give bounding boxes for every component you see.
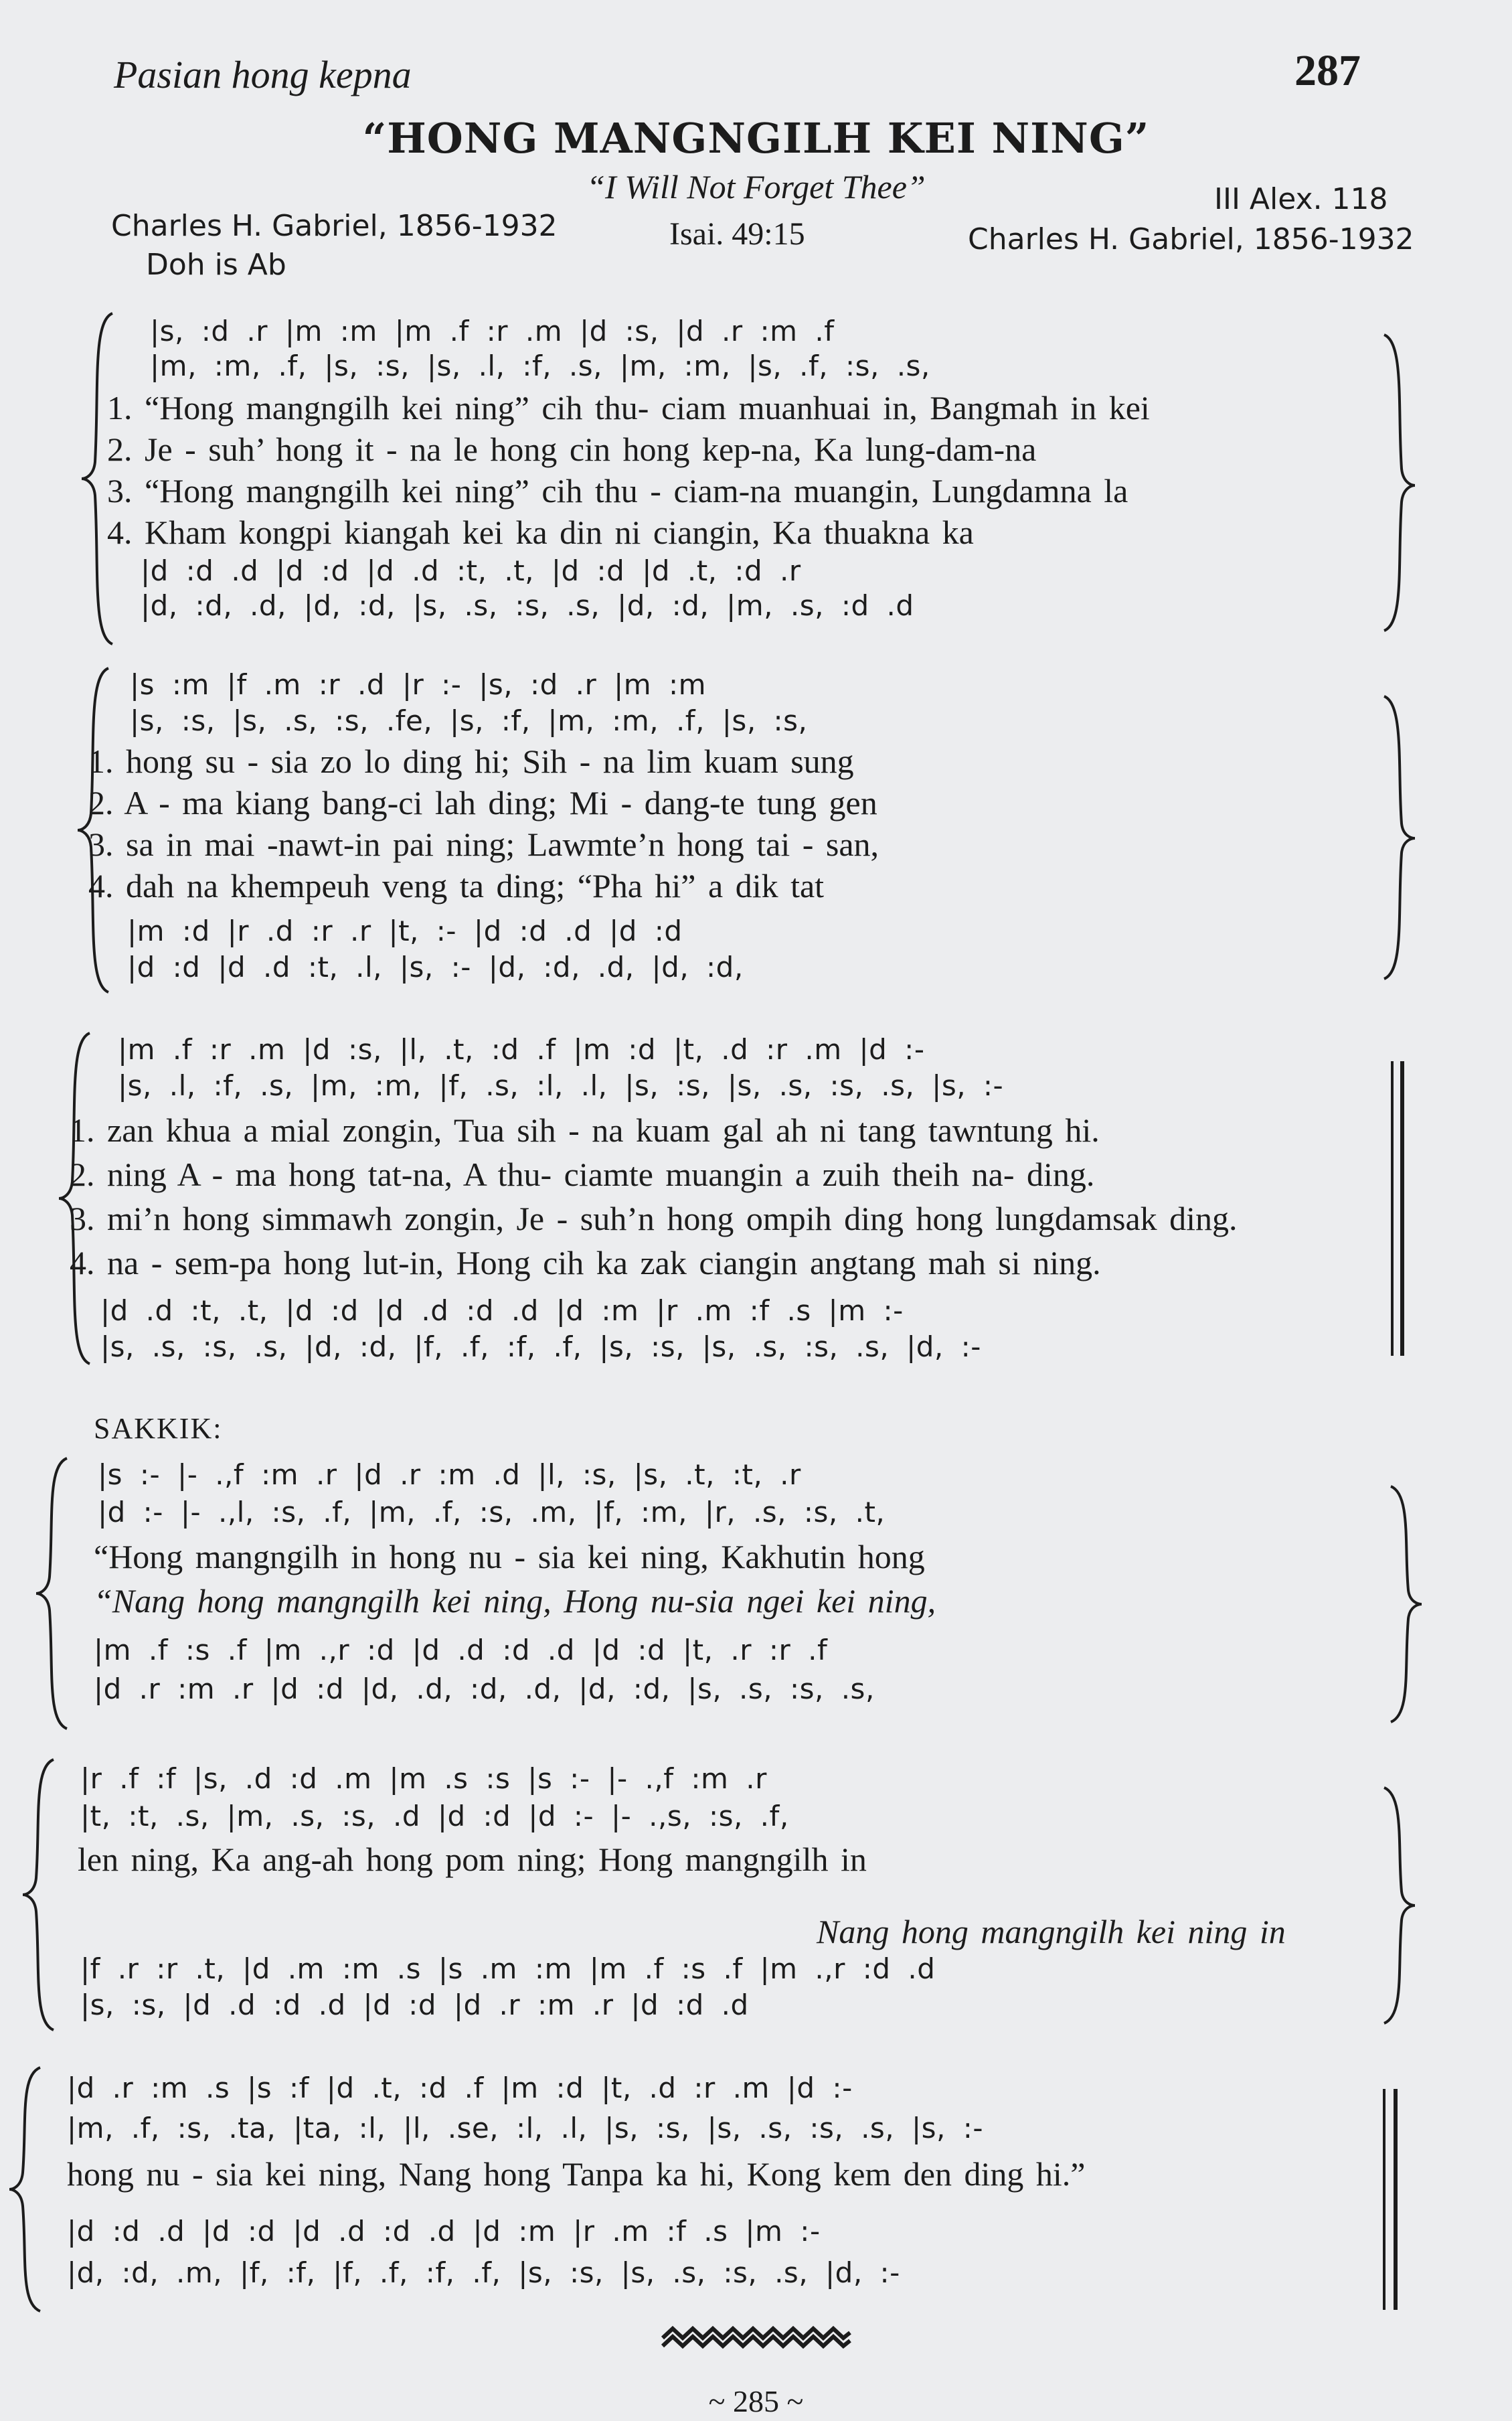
bass-line: |d, :d, .d, |d, :d, |s, .s, :s, .s, |d, :d, |m, .s, :d .d	[141, 589, 914, 622]
chorus-label: SAKKIK:	[94, 1412, 223, 1445]
music-system-2	[0, 663, 1512, 1011]
right-brace	[1377, 308, 1418, 649]
bass-line: |d :d |d .d :t, .l, |s, :- |d, :d, .d, |d, :d,	[127, 951, 744, 984]
scripture-ref: Isai. 49:15	[669, 216, 805, 252]
lyric-verse-2: 2. A - ma kiang bang-ci lah ding; Mi - dang-te tung gen	[88, 784, 877, 822]
soprano-line: |s :m |f .m :r .d |r :- |s, :d .r |m :m	[130, 668, 707, 701]
tenor-line: |f .r :r .t, |d .m :m .s |s .m :m |m .f :s .f |m .,r :d .d	[80, 1952, 936, 1985]
final-barline-thick	[1400, 1061, 1404, 1356]
zigzag-ornament	[659, 2323, 853, 2353]
music-system-5	[0, 1754, 1512, 2049]
alto-line: |m, :m, .f, |s, :s, |s, .l, :f, .s, |m, :m, |s, .f, :s, .s,	[150, 349, 930, 382]
key-signature: Doh is Ab	[146, 248, 286, 282]
page-number: 287	[1294, 46, 1361, 95]
music-system-1	[0, 308, 1512, 649]
section-title: Pasian hong kepna	[114, 53, 412, 96]
bass-line: |d, :d, .m, |f, :f, |f, .f, :f, .f, |s, :s, |s, .s, :s, .s, |d, :-	[67, 2256, 900, 2289]
hymn-subtitle: “I Will Not Forget Thee”	[586, 168, 926, 206]
page-footer: ~ 285 ~	[708, 2384, 804, 2418]
alto-line: |s, :s, |s, .s, :s, .fe, |s, :f, |m, :m, .f, |s, :s,	[130, 704, 808, 737]
soprano-line: |d .r :m .s |s :f |d .t, :d .f |m :d |t, .d :r .m |d :-	[67, 2072, 853, 2104]
left-brace	[7, 2062, 47, 2317]
author-left: Charles H. Gabriel, 1856-1932	[111, 209, 558, 243]
lyric-verse-1: 1. zan khua a mial zongin, Tua sih - na kuam gal ah ni tang tawntung hi.	[70, 1111, 1100, 1149]
tenor-line: |d :d .d |d :d |d .d :t, .t, |d :d |d .t, :d .r	[141, 554, 801, 587]
soprano-line: |m .f :r .m |d :s, |l, .t, :d .f |m :d |t, .d :r .m |d :-	[118, 1033, 925, 1066]
left-brace	[20, 1754, 60, 2035]
tune-ref: III Alex. 118	[1214, 182, 1388, 216]
music-system-4	[0, 1453, 1512, 1747]
chorus-lyric: “Hong mangngilh in hong nu - sia kei ning, Kakhutin hong	[94, 1538, 925, 1575]
lyric-verse-2: 2. Je - suh’ hong it - na le hong cin hong kep-na, Ka lung-dam-na	[107, 431, 1037, 468]
final-barline-thick	[1394, 2089, 1398, 2310]
tenor-line: |m :d |r .d :r .r |t, :- |d :d .d |d :d	[127, 915, 683, 947]
final-barline	[1391, 1061, 1394, 1356]
alto-line: |m, .f, :s, .ta, |ta, :l, |l, .se, :l, .l, |s, :s, |s, .s, :s, .s, |s, :-	[67, 2112, 984, 2144]
right-brace	[1377, 1754, 1418, 2035]
left-brace	[56, 1028, 96, 1369]
soprano-line: |s, :d .r |m :m |m .f :r .m |d :s, |d .r :m .f	[150, 315, 835, 347]
lyric-verse-3: 3. mi’n hong simmawh zongin, Je - suh’n hong ompih ding hong lungdamsak ding.	[70, 1200, 1238, 1237]
soprano-line: |s :- |- .,f :m .r |d .r :m .d |l, :s, |s, .t, :t, .r	[98, 1458, 801, 1491]
lyric-verse-3: 3. “Hong mangngilh kei ning” cih thu - ciam-na muangin, Lungdamna la	[107, 472, 1128, 510]
chorus-lyric-echo: “Nang hong mangngilh kei ning, Hong nu-sia ngei kei ning,	[94, 1582, 936, 1620]
tenor-line: |m .f :s .f |m .,r :d |d .d :d .d |d :d |t, .r :r .f	[94, 1634, 828, 1666]
soprano-line: |r .f :f |s, .d :d .m |m .s :s |s :- |- .,f :m .r	[80, 1762, 767, 1795]
alto-line: |d :- |- .,l, :s, .f, |m, .f, :s, .m, |f, :m, |r, .s, :s, .t,	[98, 1496, 886, 1529]
hymn-title: “HONG MANGNGILH KEI NING”	[362, 114, 1150, 163]
lyric-verse-4: 4. dah na khempeuh veng ta ding; “Pha hi” a dik tat	[88, 867, 825, 905]
left-brace	[33, 1453, 74, 1734]
tenor-line: |d .d :t, .t, |d :d |d .d :d .d |d :m |r .m :f .s |m :-	[100, 1294, 904, 1327]
bass-line: |s, .s, :s, .s, |d, :d, |f, .f, :f, .f, |s, :s, |s, .s, :s, .s, |d, :-	[100, 1330, 981, 1363]
lyric-line: len ning, Ka ang-ah hong pom ning; Hong mangngilh in	[78, 1841, 867, 1878]
lyric-echo: Nang hong mangngilh kei ning in	[817, 1913, 1286, 1950]
alto-line: |s, .l, :f, .s, |m, :m, |f, .s, :l, .l, |s, :s, |s, .s, :s, .s, |s, :-	[118, 1069, 1004, 1102]
final-barline	[1383, 2089, 1385, 2310]
lyric-verse-1: 1. hong su - sia zo lo ding hi; Sih - na lim kuam sung	[88, 743, 854, 780]
alto-line: |t, :t, .s, |m, .s, :s, .d |d :d |d :- |- .,s, :s, .f,	[80, 1800, 789, 1832]
author-right: Charles H. Gabriel, 1856-1932	[968, 222, 1414, 256]
lyric-verse-3: 3. sa in mai -nawt-in pai ning; Lawmte’n hong tai - san,	[88, 826, 879, 863]
lyric-verse-2: 2. ning A - ma hong tat-na, A thu- ciamte muangin a zuih theih na- ding.	[70, 1156, 1095, 1193]
lyric-verse-4: 4. na - sem-pa hong lut-in, Hong cih ka zak ciangin angtang mah si ning.	[70, 1244, 1101, 1281]
lyric-verse-4: 4. Kham kongpi kiangah kei ka din ni ciangin, Ka thuakna ka	[107, 514, 974, 551]
music-system-6	[0, 2062, 1512, 2330]
right-brace	[1377, 663, 1418, 998]
ornament-divider	[0, 2323, 1512, 2353]
bass-line: |s, :s, |d .d :d .d |d :d |d .r :m .r |d :d .d	[80, 1988, 749, 2021]
lyric-line: hong nu - sia kei ning, Nang hong Tanpa ka hi, Kong kem den ding hi.”	[67, 2155, 1086, 2193]
music-system-3	[0, 1028, 1512, 1376]
right-brace	[1384, 1453, 1424, 1734]
lyric-verse-1: 1. “Hong mangngilh kei ning” cih thu- ciam muanhuai in, Bangmah in kei	[107, 389, 1150, 426]
tenor-line: |d :d .d |d :d |d .d :d .d |d :m |r .m :f .s |m :-	[67, 2215, 821, 2248]
bass-line: |d .r :m .r |d :d |d, .d, :d, .d, |d, :d, |s, .s, :s, .s,	[94, 1672, 875, 1705]
